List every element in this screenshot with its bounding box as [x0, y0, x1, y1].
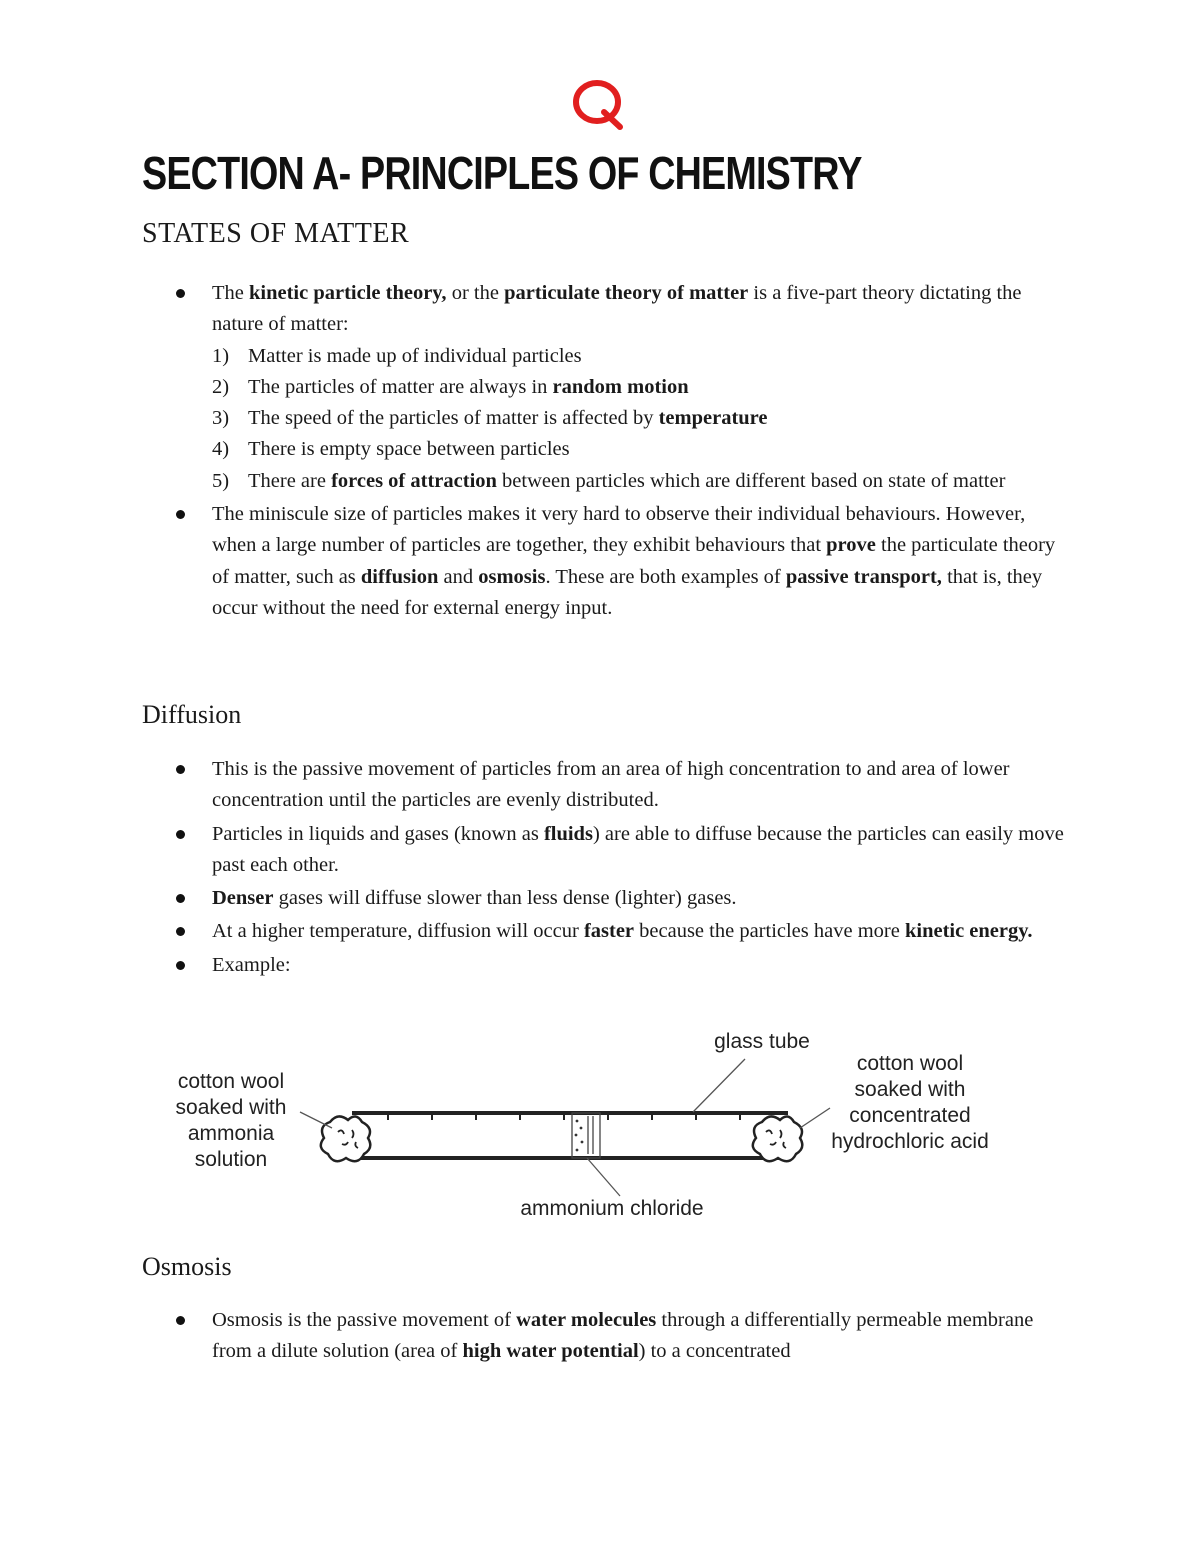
tube-label: glass tube: [714, 1030, 810, 1053]
diffusion-list: [142, 754, 1072, 983]
ammonium-chloride-ring: [572, 1113, 600, 1158]
list-item: 2) The particles of matter are always in random motion: [212, 375, 689, 398]
bullet-icon: [176, 510, 185, 519]
cotton-wool-right-icon: [753, 1116, 802, 1161]
diffusion-heading: Diffusion: [142, 700, 242, 729]
list-item: 4) There is empty space between particles: [212, 438, 570, 461]
q-logo-icon: [568, 78, 628, 130]
list-item: Particles in liquids and gases (known as fluids) are able to diffuse because the particles can easily move past each other.: [142, 819, 1072, 882]
bullet-icon: [176, 830, 185, 839]
list-item: 1) Matter is made up of individual particles: [212, 344, 582, 367]
list-item: Osmosis is the passive movement of water molecules through a differentially permeable membrane from a dilute solution (area of high water potential) to a concentrated: [142, 1305, 1072, 1368]
left-pointer-line: [300, 1112, 332, 1128]
left-label-line-1: cotton wool: [177, 1070, 285, 1093]
left-label-line-2: soaked with: [175, 1096, 287, 1119]
states-of-matter-list: [142, 278, 1072, 626]
bullet-icon: [176, 765, 185, 774]
glass-tube: [352, 1113, 788, 1158]
tube-pointer-line: [693, 1059, 745, 1112]
right-label-line-3: concentrated: [849, 1104, 971, 1127]
bullet-icon: [176, 927, 185, 936]
osmosis-list: [142, 1305, 1072, 1370]
bullet-icon: [176, 289, 185, 298]
list-item: At a higher temperature, diffusion will occur faster because the particles have more kinetic energy.: [142, 916, 1072, 947]
right-pointer-line: [800, 1108, 830, 1128]
cotton-wool-left-icon: [321, 1116, 370, 1161]
osmosis-heading: Osmosis: [142, 1252, 232, 1281]
bullet-icon: [176, 894, 185, 903]
left-label-line-4: solution: [194, 1148, 268, 1171]
bottom-pointer-line: [587, 1158, 620, 1196]
bottom-label: ammonium chloride: [520, 1197, 704, 1220]
list-item: Example:: [142, 950, 1072, 981]
right-label-line-2: soaked with: [854, 1078, 966, 1101]
list-item: 5) There are forces of attraction between particles which are different based on state of matter: [212, 469, 1006, 492]
list-item: Denser gases will diffuse slower than less dense (lighter) gases.: [142, 883, 1072, 914]
diffusion-diagram: [160, 1024, 1010, 1224]
section-subtitle: STATES OF MATTER: [142, 218, 410, 249]
right-label-line-1: cotton wool: [856, 1052, 964, 1075]
list-item: 3) The speed of the particles of matter is affected by temperature: [212, 407, 768, 430]
bullet-icon: [176, 1316, 185, 1325]
right-label-line-4: hydrochloric acid: [831, 1130, 989, 1153]
list-item: This is the passive movement of particles from an area of high concentration to and area of lower concentration until the particles are evenly distributed.: [142, 754, 1072, 817]
bullet-icon: [176, 961, 185, 970]
left-label-line-3: ammonia: [187, 1122, 275, 1145]
list-item: The miniscule size of particles makes it very hard to observe their individual behaviours. However, when a large number of particles are together, they exhibit behaviours that prove the particulate theory of matter, such as diffusion and osmosis. These are both examples of passive transport, that is, they occur without the need for external energy input.: [142, 499, 1072, 624]
page-title: SECTION A- PRINCIPLES OF CHEMISTRY: [142, 147, 862, 199]
list-item: The kinetic particle theory, or the particulate theory of matter is a five-part theory dictating the nature of matter: 1) Matter is made up of individual particles 2) The particles of matter are always in random motion 3) The speed of the particles of matter is affected by temperature 4) There is empty space between particles 5) There are forces of attraction between particles which are different based on state of matter: [142, 278, 1072, 497]
theory-points-list: [212, 341, 1072, 497]
